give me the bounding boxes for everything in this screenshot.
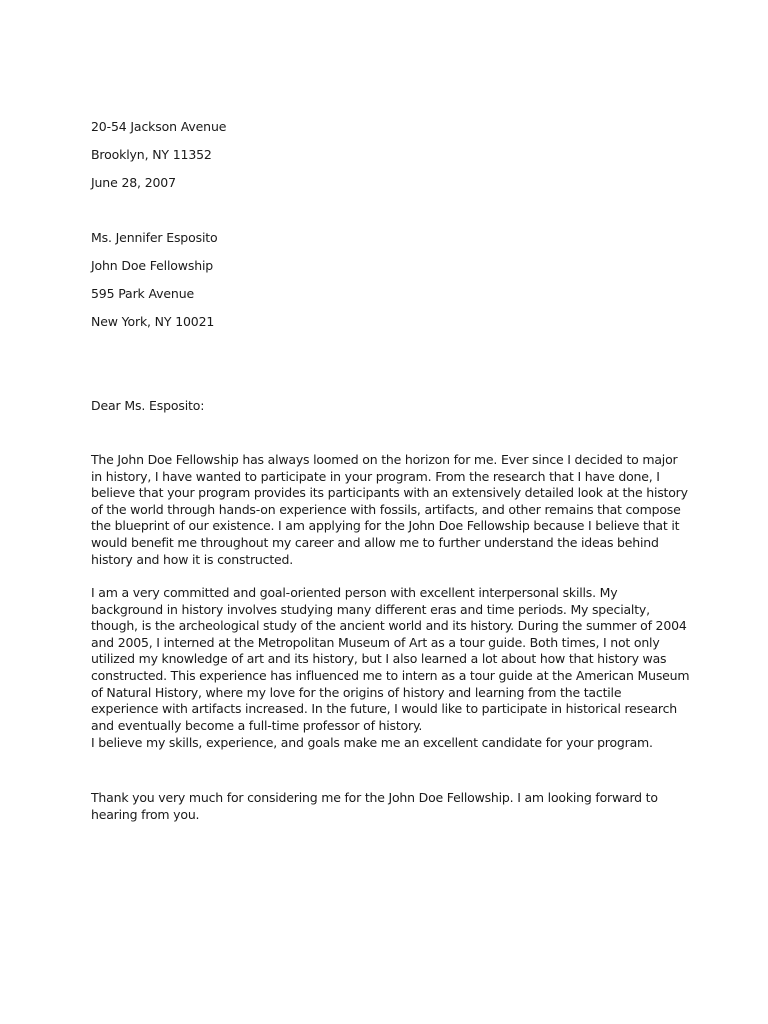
recipient-street: 595 Park Avenue bbox=[91, 286, 195, 301]
letter-date: June 28, 2007 bbox=[91, 175, 176, 190]
body-paragraph-3: I believe my skills, experience, and goals make me an excellent candidate for your program. bbox=[91, 735, 653, 750]
sender-street: 20-54 Jackson Avenue bbox=[91, 119, 227, 134]
recipient-organization: John Doe Fellowship bbox=[91, 258, 214, 273]
body-paragraph-2: I am a very committed and goal-oriented person with excellent interpersonal skills. My background in history involves studying many different eras and time periods. My specialty, though, is the archeological study of the ancient world and its history. During the summer of 2004 and 2005, I interned at the Metropolitan Museum of Art as a tour guide. Both times, I not only utilized my knowledge of art and its history, but I also learned a lot about how that history was constructed. This experience has influenced me to intern as a tour guide at the American Museum of Natural History, where my love for the origins of history and learning from the tactile experience with artifacts increased. In the future, I would like to participate in historical research and eventually become a full-time professor of history. bbox=[91, 585, 690, 733]
recipient-city-line: New York, NY 10021 bbox=[91, 314, 215, 329]
sender-city-line: Brooklyn, NY 11352 bbox=[91, 147, 212, 162]
recipient-name: Ms. Jennifer Esposito bbox=[91, 230, 218, 245]
closing-paragraph: Thank you very much for considering me for the John Doe Fellowship. I am looking forward to hearing from you. bbox=[91, 790, 658, 822]
salutation: Dear Ms. Esposito: bbox=[91, 398, 205, 413]
body-paragraph-1: The John Doe Fellowship has always loomed on the horizon for me. Ever since I decided to major in history, I have wanted to participate in your program. From the research that I have done, I believe that your program provides its participants with an extensively detailed look at the history of the world through hands-on experience with fossils, artifacts, and other remains that compose the blueprint of our existence. I am applying for the John Doe Fellowship because I believe that it would benefit me throughout my career and allow me to further understand the ideas behind history and how it is constructed. bbox=[91, 452, 688, 567]
